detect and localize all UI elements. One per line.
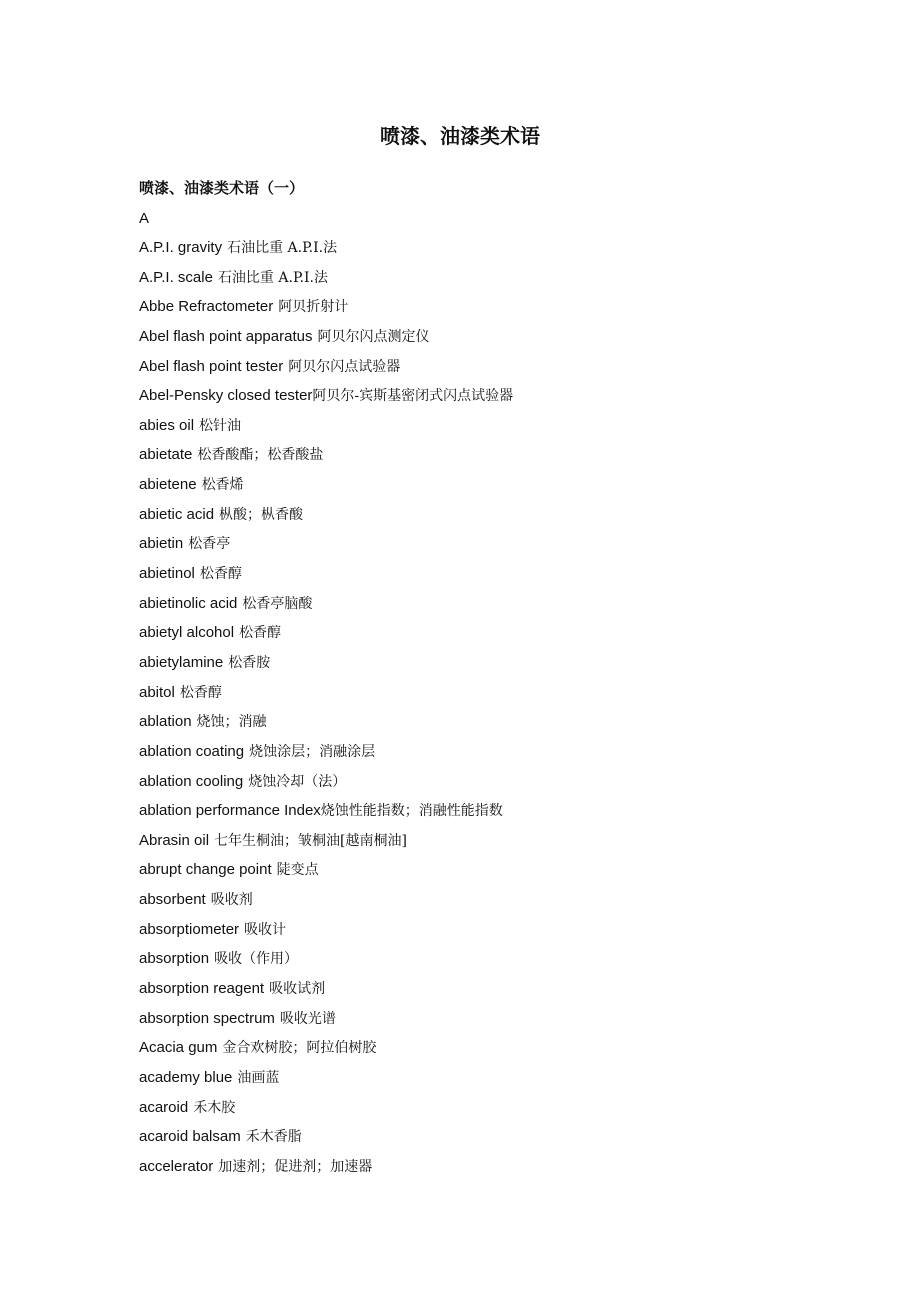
entry-translation: 金合欢树胶；阿拉伯树胶 [222, 1040, 377, 1057]
entry-translation: 禾木香脂 [245, 1129, 302, 1146]
glossary-entry [139, 384, 839, 414]
entry-translation: 松香亭 [188, 536, 231, 553]
entry-term: abies oil [139, 416, 195, 434]
entry-term: abietylamine [139, 653, 224, 671]
entry-term: Acacia gum [139, 1039, 218, 1057]
glossary-entry [139, 1155, 839, 1185]
glossary-list [139, 236, 839, 1185]
entry-term: absorbent [139, 891, 206, 909]
glossary-entry [139, 414, 839, 444]
entry-term: absorption reagent [139, 980, 265, 998]
entry-term: acaroid balsam [139, 1128, 241, 1146]
entry-translation: 烧蚀；消融 [196, 714, 267, 731]
glossary-entry [139, 473, 839, 503]
entry-translation: 松香亭脑酸 [242, 595, 313, 612]
entry-term: acaroid [139, 1098, 189, 1116]
glossary-entry [139, 325, 839, 355]
entry-term: absorption [139, 950, 210, 968]
entry-translation: 七年生桐油；皱桐油[越南桐油] [214, 832, 407, 849]
entry-translation: 松香胺 [228, 654, 271, 671]
entry-term: Abel-Pensky closed tester [139, 387, 313, 405]
entry-translation: 阿贝尔闪点试验器 [288, 358, 401, 375]
glossary-entry [139, 651, 839, 681]
entry-term: ablation performance Index [139, 802, 321, 820]
entry-term: Abrasin oil [139, 831, 210, 849]
entry-term: absorptiometer [139, 920, 240, 938]
entry-translation: 烧蚀涂层；消融涂层 [249, 743, 376, 760]
glossary-entry [139, 740, 839, 770]
glossary-entry [139, 621, 839, 651]
entry-translation: 吸收（作用） [214, 951, 299, 968]
glossary-entry [139, 562, 839, 592]
entry-translation: 松香酸酯；松香酸盐 [197, 447, 324, 464]
entry-translation: 吸收试剂 [269, 981, 326, 998]
glossary-entry [139, 858, 839, 888]
entry-term: abietate [139, 446, 193, 464]
entry-translation: 阿贝折射计 [278, 299, 349, 316]
glossary-entry [139, 532, 839, 562]
entry-translation: 石油比重 A.P.I.法 [217, 269, 328, 286]
glossary-entry [139, 977, 839, 1007]
entry-term: Abel flash point tester [139, 357, 284, 375]
glossary-entry [139, 1007, 839, 1037]
entry-translation: 烧蚀性能指数；消融性能指数 [320, 803, 503, 820]
entry-term: abietic acid [139, 505, 215, 523]
glossary-entry [139, 355, 839, 385]
entry-term: A.P.I. gravity [139, 239, 223, 256]
glossary-entry [139, 295, 839, 325]
glossary-entry [139, 888, 839, 918]
entry-translation: 松香烯 [201, 477, 244, 494]
document-title: 喷漆、油漆类术语 [380, 124, 540, 148]
entry-translation: 烧蚀冷却（法） [248, 773, 347, 790]
entry-term: abietin [139, 535, 184, 553]
entry-term: abitol [139, 683, 175, 701]
glossary-entry [139, 266, 839, 296]
entry-term: abietene [139, 476, 197, 494]
entry-translation: 松香醇 [199, 566, 242, 583]
glossary-entry [139, 918, 839, 948]
glossary-entry [139, 799, 839, 829]
entry-term: Abbe Refractometer [139, 298, 274, 316]
entry-translation: 松香醇 [179, 684, 222, 701]
glossary-entry [139, 829, 839, 859]
entry-term: abietinolic acid [139, 594, 238, 612]
entry-translation: 加速剂；促进剂；加速器 [218, 1158, 373, 1175]
glossary-entry [139, 1036, 839, 1066]
entry-term: ablation coating [139, 742, 245, 760]
entry-term: abrupt change point [139, 861, 272, 879]
glossary-entry [139, 236, 839, 266]
entry-term: Abel flash point apparatus [139, 327, 313, 345]
entry-translation: 陡变点 [276, 862, 319, 879]
entry-term: academy blue [139, 1068, 233, 1086]
glossary-entry [139, 592, 839, 622]
entry-translation: 禾木胶 [193, 1099, 236, 1116]
entry-term: abietinol [139, 565, 195, 583]
entry-term: absorption spectrum [139, 1009, 275, 1027]
section-heading: 喷漆、油漆类术语（一） [139, 179, 305, 197]
glossary-entry [139, 947, 839, 977]
entry-term: ablation cooling [139, 772, 244, 790]
glossary-entry [139, 503, 839, 533]
glossary-entry [139, 443, 839, 473]
entry-translation: 吸收光谱 [279, 1010, 336, 1027]
entry-translation: 松香醇 [239, 625, 282, 642]
entry-translation: 石油比重 A.P.I.法 [227, 240, 338, 256]
glossary-entry [139, 770, 839, 800]
glossary-entry [139, 710, 839, 740]
index-letter: A [139, 210, 150, 227]
entry-translation: 吸收剂 [210, 892, 253, 909]
entry-translation: 阿贝尔-宾斯基密闭式闪点试验器 [312, 388, 514, 405]
entry-term: abietyl alcohol [139, 624, 235, 642]
entry-term: A.P.I. scale [139, 268, 213, 286]
entry-translation: 油画蓝 [237, 1069, 280, 1086]
glossary-entry [139, 1125, 839, 1155]
entry-term: ablation [139, 713, 192, 731]
entry-translation: 阿贝尔闪点测定仪 [317, 328, 430, 345]
entry-translation: 松针油 [199, 417, 242, 434]
glossary-entry [139, 681, 839, 711]
glossary-entry [139, 1066, 839, 1096]
glossary-entry [139, 1096, 839, 1126]
entry-translation: 吸收计 [244, 921, 287, 938]
entry-term: accelerator [139, 1157, 214, 1175]
entry-translation: 枞酸；枞香酸 [219, 506, 304, 523]
